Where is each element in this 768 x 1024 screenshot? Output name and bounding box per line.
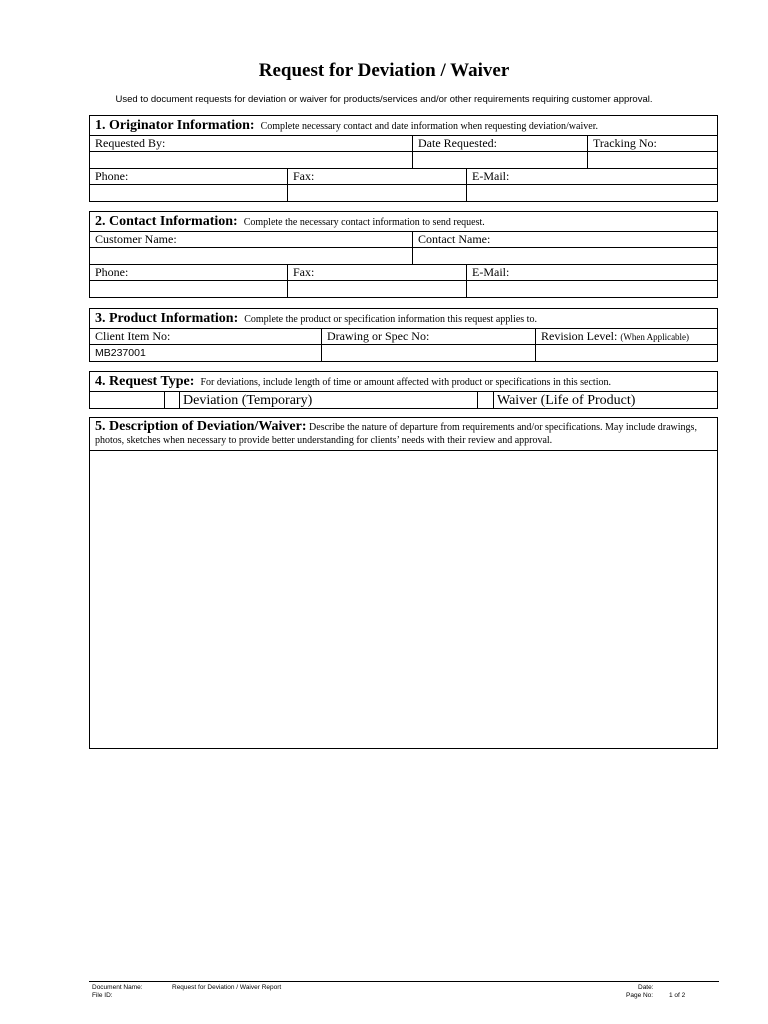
revision-level-text: Revision Level:	[541, 329, 618, 343]
page-footer	[89, 981, 719, 999]
section-header	[90, 418, 717, 450]
phone-field[interactable]	[90, 185, 287, 201]
section-header-row	[90, 309, 717, 328]
contact-name-field[interactable]	[412, 248, 717, 264]
input-row	[90, 247, 717, 264]
section-product	[89, 308, 718, 362]
input-row	[90, 184, 717, 201]
section-description	[89, 417, 718, 749]
section-description: Complete necessary contact and date information when requesting deviation/waiver.	[260, 121, 598, 132]
waiver-checkbox[interactable]	[477, 392, 493, 409]
fax-field[interactable]	[287, 185, 466, 201]
input-row	[90, 151, 717, 168]
section-header-row	[90, 116, 717, 135]
email-field[interactable]	[466, 281, 717, 297]
section-description: For deviations, include length of time or amount affected with product or specifications in this section.	[200, 377, 611, 388]
file-id-label: File ID:	[92, 992, 113, 999]
client-item-field[interactable]: MB237001	[95, 347, 146, 359]
section-request-type	[89, 371, 718, 409]
drawing-spec-label: Drawing or Spec No:	[321, 329, 535, 344]
email-label: E-Mail:	[466, 265, 717, 280]
customer-name-field[interactable]	[90, 248, 412, 264]
section-heading: 3. Product Information:	[95, 311, 239, 326]
section-header-row	[90, 212, 717, 231]
drawing-spec-field[interactable]	[321, 345, 535, 361]
section-heading: 5. Description of Deviation/Waiver:	[95, 419, 307, 434]
section-description: Complete the product or specification information this request applies to.	[244, 314, 537, 325]
label-row	[90, 231, 717, 247]
revision-level-note: (When Applicable)	[620, 332, 690, 342]
options-spacer	[90, 392, 164, 409]
phone-label: Phone:	[95, 169, 129, 183]
requested-by-field[interactable]	[90, 152, 412, 168]
tracking-no-field[interactable]	[587, 152, 717, 168]
date-requested-label: Date Requested:	[412, 136, 587, 151]
section-header	[90, 309, 717, 328]
tracking-no-label: Tracking No:	[587, 136, 717, 151]
page-subtitle: Used to document requests for deviation or waiver for products/services and/or other requirements requiring customer approval.	[115, 94, 653, 105]
requested-by-label: Requested By:	[95, 136, 166, 150]
section-contact	[89, 211, 718, 298]
section-heading: 2. Contact Information:	[95, 214, 238, 229]
section-originator	[89, 115, 718, 202]
fax-field[interactable]	[287, 281, 466, 297]
section-header	[90, 116, 717, 135]
section-header-row	[90, 418, 717, 450]
label-row	[90, 328, 717, 344]
page-no-label: Page No:	[626, 992, 654, 999]
label-row	[90, 135, 717, 151]
phone-label: Phone:	[95, 265, 129, 279]
deviation-checkbox[interactable]	[164, 392, 179, 409]
label-row	[90, 264, 717, 280]
label-row	[90, 168, 717, 184]
section-header	[90, 212, 717, 231]
input-row	[90, 280, 717, 297]
section-heading: 1. Originator Information:	[95, 118, 255, 133]
doc-name-label: Document Name:	[92, 984, 143, 991]
deviation-option-label: Deviation (Temporary)	[179, 392, 477, 408]
phone-field[interactable]	[90, 281, 287, 297]
customer-name-label: Customer Name:	[95, 232, 177, 246]
fax-label: Fax:	[287, 265, 466, 280]
waiver-option-label: Waiver (Life of Product)	[493, 392, 717, 408]
email-field[interactable]	[466, 185, 717, 201]
contact-name-label: Contact Name:	[412, 232, 717, 247]
page-title: Request for Deviation / Waiver	[258, 60, 510, 81]
date-label: Date:	[638, 984, 654, 991]
section-description: Complete the necessary contact information to send request.	[243, 217, 485, 228]
email-label: E-Mail:	[466, 169, 717, 184]
fax-label: Fax:	[287, 169, 466, 184]
description-field[interactable]	[90, 451, 717, 736]
section-header-row	[90, 372, 717, 391]
section-description-text: Describe the nature of departure from requirements and/or specifications. May include drawings, photos, sketches when necessary to provide better understanding for clients’ needs with their review and approval.	[95, 422, 697, 446]
section-heading: 4. Request Type:	[95, 374, 195, 389]
input-row	[90, 344, 717, 361]
revision-level-label	[535, 329, 717, 344]
revision-level-field[interactable]	[535, 345, 717, 361]
doc-name-value: Request for Deviation / Waiver Report	[172, 984, 282, 991]
page-no-value: 1 of 2	[669, 992, 686, 999]
description-text-area[interactable]	[90, 450, 717, 735]
request-type-options-row	[90, 391, 717, 408]
date-requested-field[interactable]	[412, 152, 587, 168]
client-item-label: Client Item No:	[95, 329, 171, 343]
section-header	[90, 372, 717, 391]
